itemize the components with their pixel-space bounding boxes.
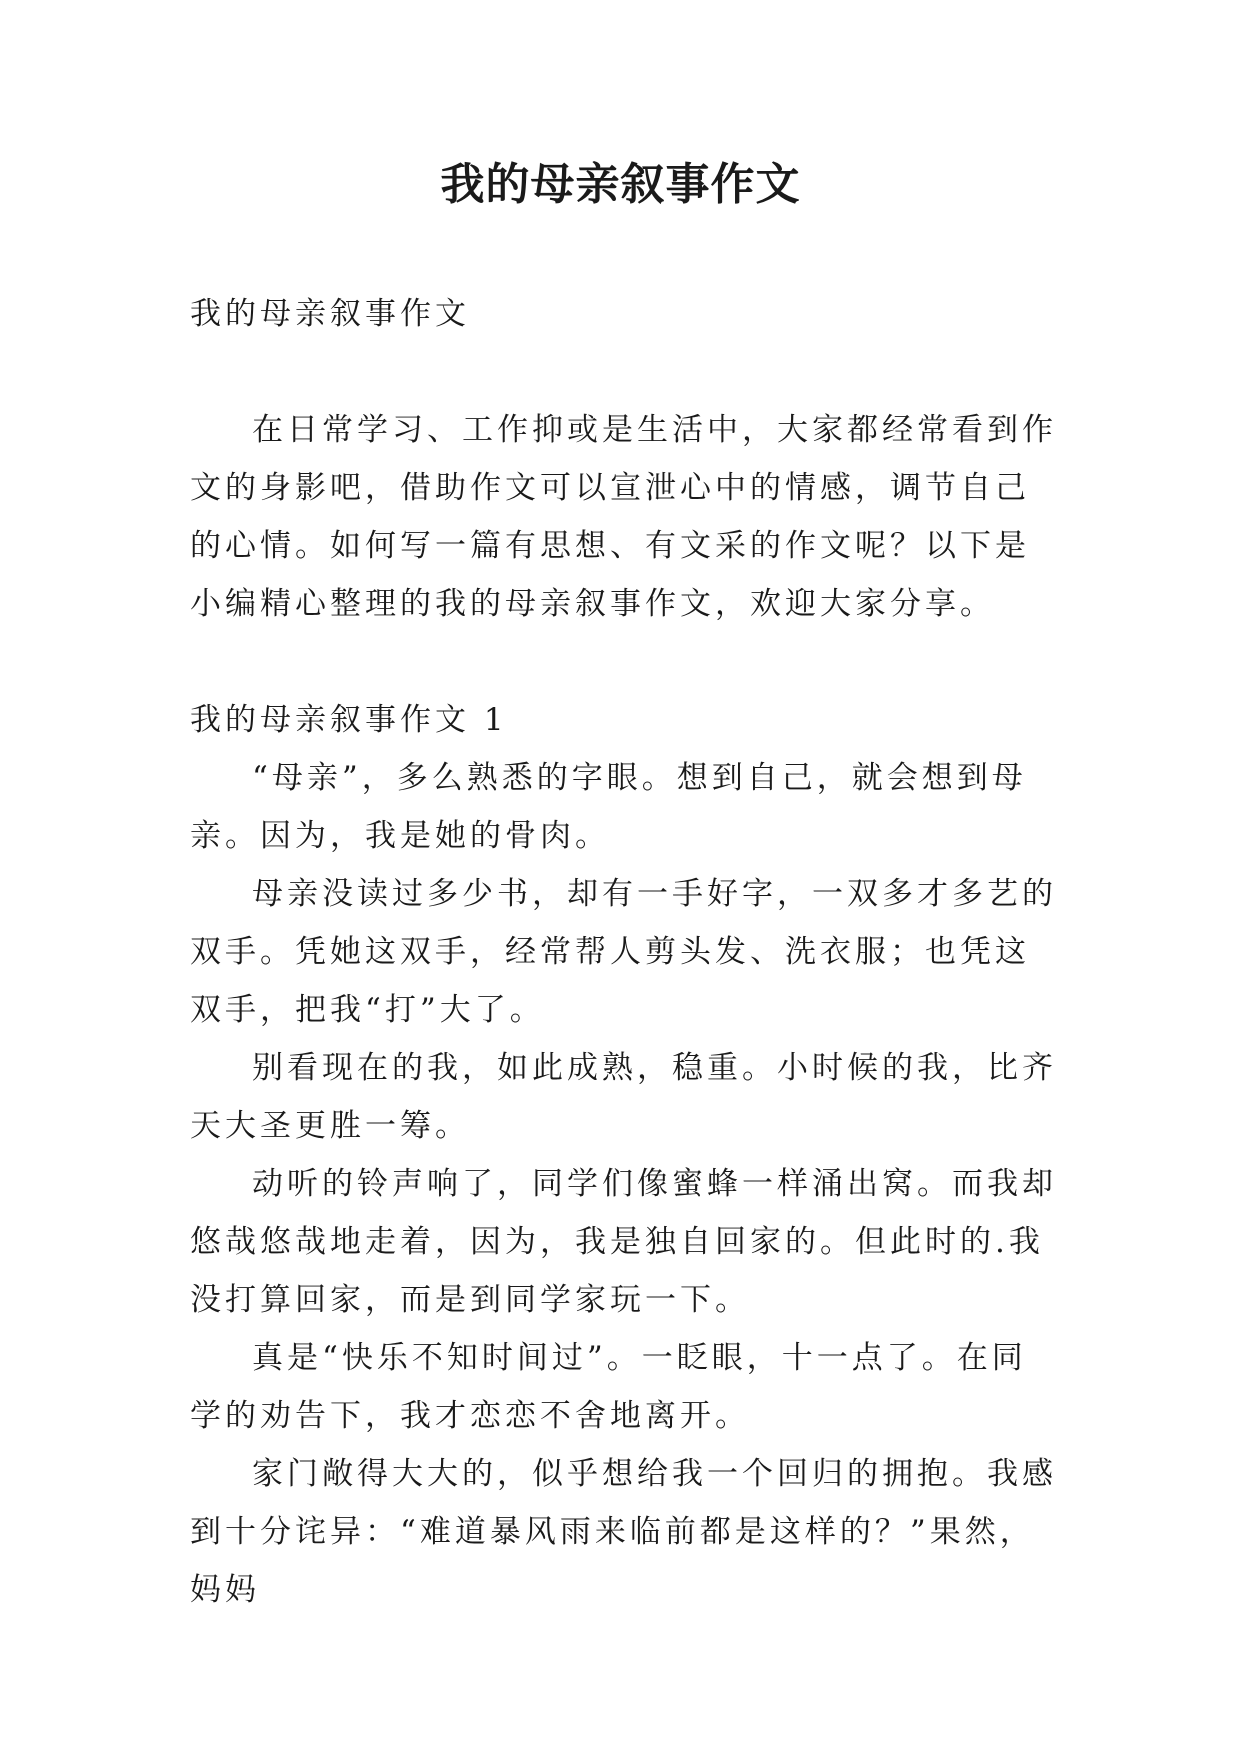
document-subtitle: 我的母亲叙事作文 — [190, 296, 470, 332]
document-title: 我的母亲叙事作文 — [440, 159, 801, 210]
body-paragraph: 动听的铃声响了，同学们像蜜蜂一样涌出窝。而我却悠哉悠哉地走着，因为，我是独自回家的。但此时的.我没打算回家，而是到同学家玩一下。 — [190, 1166, 1057, 1318]
body-paragraph: 母亲没读过多少书，却有一手好字，一双多才多艺的双手。凭她这双手，经常帮人剪头发、洗衣服；也凭这双手，把我“打”大了。 — [190, 876, 1057, 1028]
document-body — [190, 285, 1060, 1619]
body-paragraph: “母亲”，多么熟悉的字眼。想到自己，就会想到母亲。因为，我是她的骨肉。 — [190, 760, 1027, 854]
body-paragraph: 别看现在的我，如此成熟，稳重。小时候的我，比齐天大圣更胜一筹。 — [190, 1050, 1057, 1144]
intro-paragraph: 在日常学习、工作抑或是生活中，大家都经常看到作文的身影吧，借助作文可以宣泄心中的情感，调节自己的心情。如何写一篇有思想、有文采的作文呢？以下是小编精心整理的我的母亲叙事作文，欢迎大家分享。 — [190, 412, 1057, 622]
body-paragraph: 真是“快乐不知时间过”。一眨眼，十一点了。在同学的劝告下，我才恋恋不舍地离开。 — [190, 1340, 1027, 1434]
section-heading: 我的母亲叙事作文 1 — [190, 702, 508, 738]
body-paragraph: 家门敞得大大的，似乎想给我一个回归的拥抱。我感到十分诧异：“难道暴风雨来临前都是这样的？”果然，妈妈 — [190, 1456, 1057, 1608]
